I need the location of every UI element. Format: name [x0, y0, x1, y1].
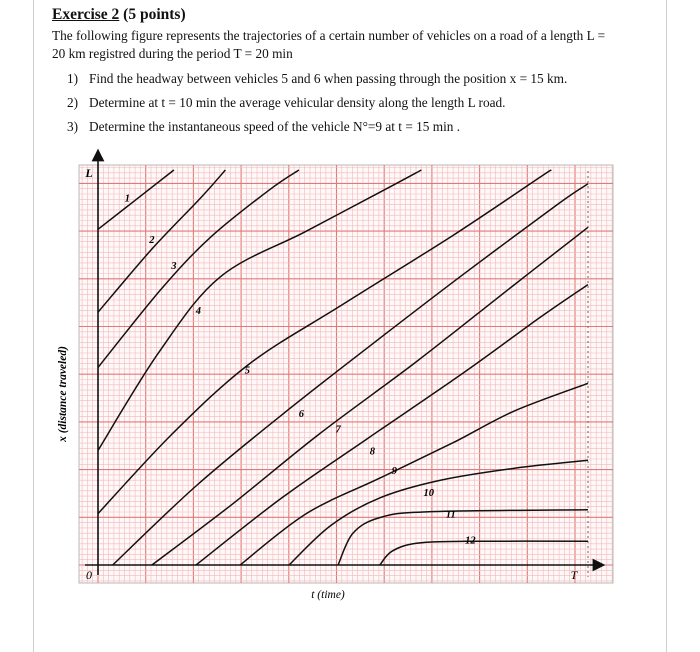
question-2-number: 2) — [67, 95, 79, 110]
vehicle-label-2: 2 — [149, 235, 155, 247]
exercise-title-text: Exercise 2 — [52, 6, 120, 23]
x-axis-title: t (time) — [311, 589, 345, 601]
vehicle-label-8: 8 — [369, 446, 376, 458]
vehicle-label-10: 10 — [423, 487, 435, 499]
x-axis-end-label: T — [570, 568, 578, 582]
intro-line-2: 20 km registred during the period T = 20 min — [52, 46, 293, 61]
question-1-text: Find the headway between vehicles 5 and 6 when passing through the position x = 15 km. — [89, 71, 568, 86]
vehicle-label-3: 3 — [171, 260, 177, 272]
question-1-number: 1) — [67, 71, 79, 86]
vehicle-label-1: 1 — [124, 193, 131, 205]
vehicle-label-6: 6 — [298, 408, 305, 420]
intro-line-1: The following figure represents the trajectories of a certain number of vehicles on a road of a length L = — [52, 28, 606, 43]
vehicle-label-9: 9 — [391, 466, 398, 478]
question-2-text: Determine at t = 10 min the average vehicular density along the length L road. — [89, 95, 506, 110]
vehicle-label-5: 5 — [244, 365, 251, 377]
origin-label: 0 — [86, 568, 92, 582]
vehicle-label-4: 4 — [195, 306, 202, 318]
vehicle-label-11: 11 — [445, 509, 456, 521]
y-axis-title: x (distance traveled) — [57, 346, 69, 442]
vehicle-label-12: 12 — [465, 535, 476, 547]
vehicle-label-7: 7 — [335, 424, 341, 436]
exercise-points: (5 points) — [123, 6, 186, 23]
y-axis-top-label: L — [85, 166, 93, 180]
question-3-number: 3) — [67, 119, 79, 134]
question-3-text: Determine the instantaneous speed of the vehicle N°=9 at t = 15 min . — [89, 119, 461, 134]
